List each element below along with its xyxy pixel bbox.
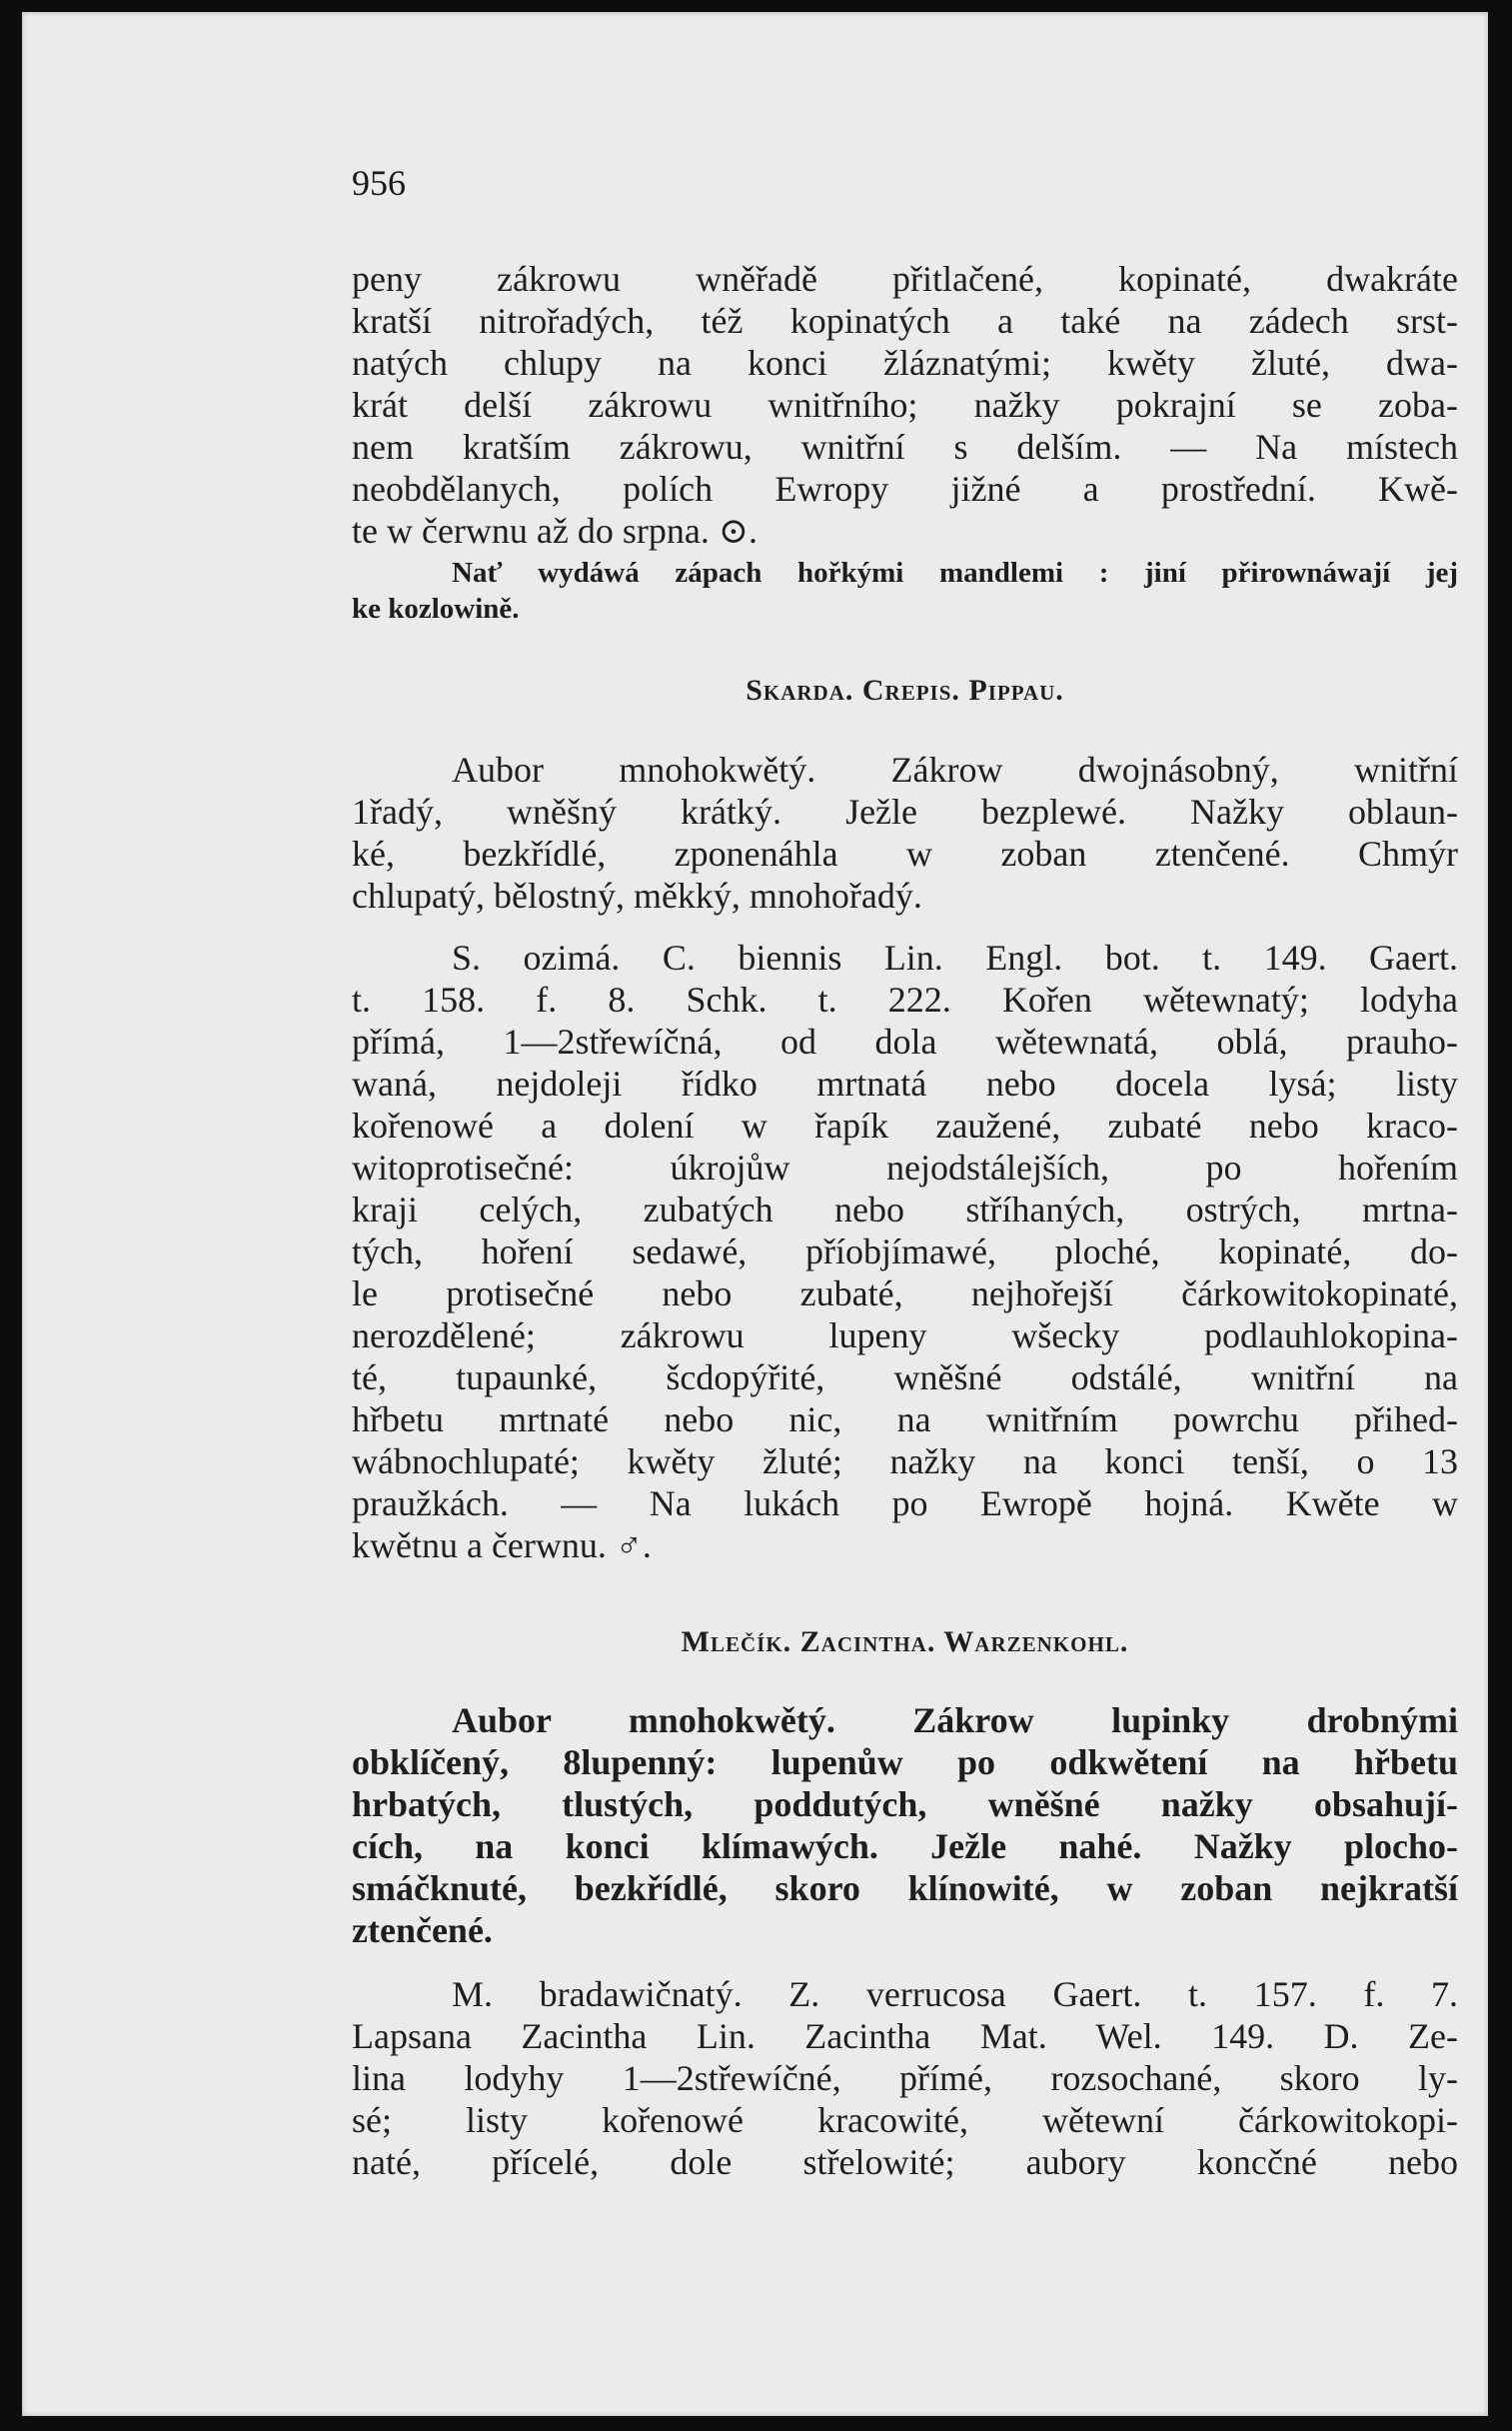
text-line: kraji celých, zubatých nebo stříhaných, ostrých, mrtna- xyxy=(352,1190,1458,1229)
genus-heading-zacintha: Mlečík. Zacintha. Warzenkohl. xyxy=(681,1625,1129,1658)
text-line: Aubor mnohokwětý. Zákrow lupinky drobnými xyxy=(452,1700,1458,1740)
text-line: přímá, 1—2střewíčná, od dola wětewnatá, oblá, prauho- xyxy=(352,1022,1458,1062)
text-block-intro xyxy=(352,258,1458,552)
text-line: 1řadý, wněšný krátký. Ježle bezplewé. Nažky oblaun- xyxy=(352,792,1458,832)
text-line: praužkách. — Na lukách po Ewropě hojná. Kwěte w xyxy=(352,1483,1458,1523)
text-line: neobdělanych, polích Ewropy jižné a prostřední. Kwě- xyxy=(352,469,1458,509)
page-number: 956 xyxy=(352,163,406,203)
text-line: M. bradawičnatý. Z. verrucosa Gaert. t. 157. f. 7. xyxy=(452,1974,1458,2014)
species-description-zacintha xyxy=(352,1973,1458,2183)
text-line: kwětnu a čerwnu. ♂. xyxy=(352,1525,652,1565)
book-page xyxy=(22,12,1488,2416)
text-line: te w čerwnu až do srpna. ⊙. xyxy=(352,511,758,551)
text-line: tých, hoření sedawé, příobjímawé, ploché, kopinaté, do- xyxy=(352,1231,1458,1271)
text-line: naté, přícelé, dole střelowité; aubory koncčné nebo xyxy=(352,2142,1458,2182)
genus-heading-crepis: Skarda. Crepis. Pippau. xyxy=(746,674,1064,707)
species-description-crepis xyxy=(352,937,1458,1566)
text-line: ké, bezkřídlé, zponenáhla w zoban ztenčené. Chmýr xyxy=(352,834,1458,874)
text-line: obklíčený, 8lupenný: lupenůw po odkwětení na hřbetu xyxy=(352,1742,1458,1782)
note-line: ke kozlowině. xyxy=(352,593,520,625)
text-line: chlupatý, bělostný, měkký, mnohořadý. xyxy=(352,876,922,916)
text-line: hřbetu mrtnaté nebo nic, na wnitřním powrchu přihed- xyxy=(352,1399,1458,1439)
text-line: nerozdělené; zákrowu lupeny wšecky podlauhlokopina- xyxy=(352,1315,1458,1355)
text-line: Aubor mnohokwětý. Zákrow dwojnásobný, wnitřní xyxy=(452,750,1458,790)
text-line: nem kratším zákrowu, wnitřní s delším. — Na místech xyxy=(352,427,1458,467)
text-line: krát delší zákrowu wnitřního; nažky pokrajní se zoba- xyxy=(352,385,1458,425)
text-line: peny zákrowu wněřadě přitlačené, kopinaté, dwakráte xyxy=(352,259,1458,299)
text-line: witoprotisečné: úkrojůw nejodstálejších, po hořením xyxy=(352,1148,1458,1188)
text-line: waná, nejdoleji řídko mrtnatá nebo docela lysá; listy xyxy=(352,1064,1458,1104)
note-line: Nať wydáwá zápach hořkými mandlemi : jiní přirownáwají jej xyxy=(452,557,1458,589)
text-line: natých chlupy na konci žláznatými; kwěty žluté, dwa- xyxy=(352,343,1458,383)
text-line: sé; listy kořenowé kracowité, wětewní čárkowitokopi- xyxy=(352,2100,1458,2140)
text-line: Lapsana Zacintha Lin. Zacintha Mat. Wel. 149. D. Ze- xyxy=(352,2016,1458,2056)
text-line: lina lodyhy 1—2střewíčné, přímé, rozsochané, skoro ly- xyxy=(352,2058,1458,2098)
text-line: té, tupaunké, šcdopýřité, wněšné odstálé, wnitřní na xyxy=(352,1357,1458,1397)
text-line: smáčknuté, bezkřídlé, skoro klínowité, w zoban nejkratší xyxy=(352,1868,1458,1908)
genus-description-zacintha xyxy=(352,1699,1458,1951)
text-line: hrbatých, tlustých, poddutých, wněšné nažky obsahují- xyxy=(352,1784,1458,1824)
text-line: S. ozimá. C. biennis Lin. Engl. bot. t. 149. Gaert. xyxy=(452,938,1458,978)
genus-description-crepis xyxy=(352,749,1458,917)
text-line: wábnochlupaté; kwěty žluté; nažky na konci tenší, o 13 xyxy=(352,1441,1458,1481)
note-block xyxy=(352,555,1458,627)
text-line: t. 158. f. 8. Schk. t. 222. Kořen wětewnatý; lodyha xyxy=(352,980,1458,1020)
text-line: ztenčené. xyxy=(352,1910,493,1950)
text-line: cích, na konci klímawých. Ježle nahé. Nažky plocho- xyxy=(352,1826,1458,1866)
text-line: kratší nitrořadých, též kopinatých a také na zádech srst- xyxy=(352,301,1458,341)
text-line: kořenowé a dolení w řapík zaužené, zubaté nebo kraco- xyxy=(352,1106,1458,1146)
text-line: le protisečné nebo zubaté, nejhořejší čárkowitokopinaté, xyxy=(352,1273,1458,1313)
